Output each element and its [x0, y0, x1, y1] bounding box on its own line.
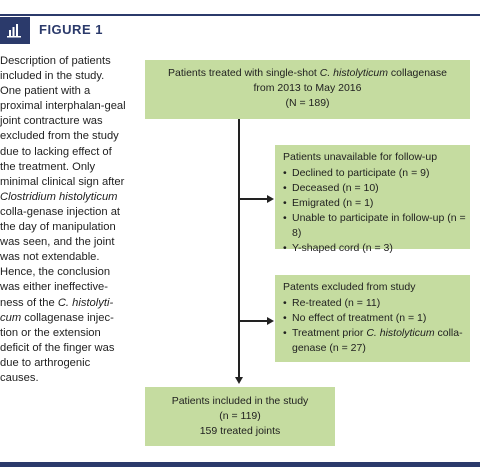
included-count: (n = 119): [219, 410, 261, 422]
list-item: • No effect of treatment (n = 1): [283, 311, 470, 326]
unavailable-list: [283, 166, 470, 256]
treated-line-1-suffix: collagenase: [388, 67, 447, 79]
bottom-rule: [0, 462, 480, 467]
description-italic-2: C. histolyti-cum: [0, 296, 114, 324]
list-item: • Unable to participate in follow-up (n = 8): [283, 211, 470, 241]
treated-line-1: [145, 66, 470, 81]
excluded-item-3-text: Treatment prior: [292, 327, 367, 339]
excluded-arrowhead: [267, 317, 274, 325]
excluded-heading: Patents excluded from study: [283, 281, 416, 293]
unavailable-followup-box: [275, 145, 470, 254]
figure-description: [0, 54, 128, 386]
included-line-1: Patients included in the study: [171, 395, 309, 407]
treated-patients-box: [145, 60, 470, 119]
main-vertical-connector: [238, 119, 240, 377]
included-patients-box: [145, 387, 335, 446]
unavailable-heading: Patients unavailable for follow-up: [283, 151, 438, 163]
excluded-list: [283, 296, 470, 356]
description-text-2: colla-genase injection at the day of manipulation was seen, and the joint was not extendable. Hence, the conclusion was either ineffective-ness of the: [0, 205, 121, 309]
list-item: • Re-treated (n = 11): [283, 296, 470, 311]
figure-label: FIGURE 1: [39, 22, 103, 37]
down-arrowhead: [235, 377, 243, 384]
description-text-1: Description of patients included in the study. One patient with a proximal interphalan-geal joint contracture was excluded from the study due to lacking effect of the treatment. Only minimal clinical sign after: [0, 55, 126, 188]
treated-count: (N = 189): [285, 97, 330, 109]
excluded-item-3-italic: C. histolyticum: [366, 327, 435, 339]
treated-line-2: from 2013 to May 2016: [253, 82, 362, 94]
unavailable-arrowhead: [267, 195, 274, 203]
excluded-item-3-suffix: colla-genase (n = 27): [292, 327, 463, 354]
list-item: • Deceased (n = 10): [283, 181, 470, 196]
top-rule: [0, 14, 480, 16]
list-item: [283, 326, 470, 356]
unavailable-branch-connector: [238, 198, 268, 200]
description-italic-1: Clostridium histolyticum: [0, 190, 118, 203]
list-item: • Y-shaped cord (n = 3): [283, 241, 470, 256]
excluded-box: [275, 275, 470, 362]
bar-chart-icon: [0, 17, 30, 44]
excluded-branch-connector: [238, 320, 268, 322]
description-text-3: collagenase injec-tion or the extension deficit of the finger was due to arthrogenic causes.: [0, 311, 115, 384]
included-joints: 159 treated joints: [199, 425, 281, 437]
treated-line-1-text: Patients treated with single-shot: [168, 67, 320, 79]
list-item: • Declined to participate (n = 9): [283, 166, 470, 181]
treated-line-1-italic: C. histolyticum: [319, 67, 389, 79]
list-item: • Emigrated (n = 1): [283, 196, 470, 211]
